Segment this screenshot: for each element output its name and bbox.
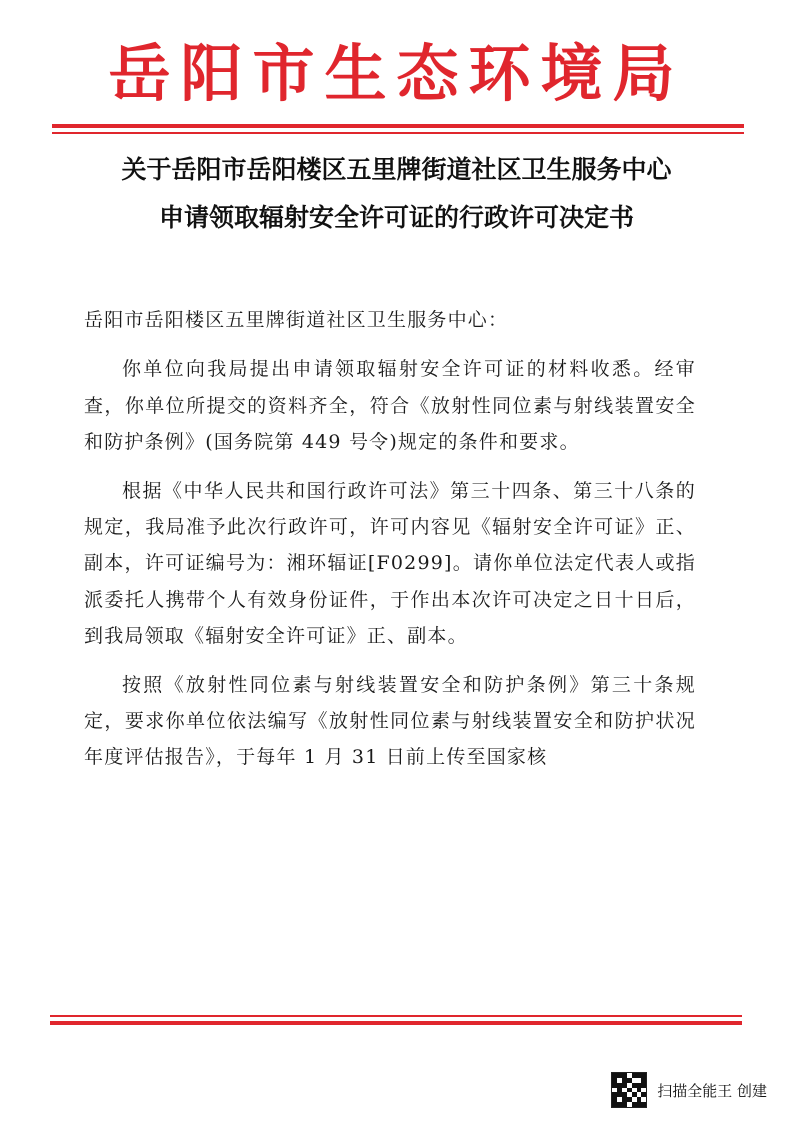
salutation: 岳阳市岳阳楼区五里牌街道社区卫生服务中心： [84,309,509,331]
paragraph-2: 根据《中华人民共和国行政许可法》第三十四条、第三十八条的规定，我局准予此次行政许可，许可内容见《辐射安全许可证》正、副本，许可证编号为：湘环辐证[F0299]。请你单位法定代表人或指派委托人携带个人有效身份证件，于作出本次许可决定之日十日后，到我局领取《辐射安全许可证》正、副本。 [84,479,696,648]
letterhead-org-name: 岳阳市生态环境局 [108,37,685,110]
document-title [40,146,753,242]
document-title-line-1: 关于岳阳市岳阳楼区五里牌街道社区卫生服务中心 [121,155,672,184]
letterhead-divider [52,124,744,134]
paragraph-1: 你单位向我局提出申请领取辐射安全许可证的材料收悉。经审查，你单位所提交的资料齐全，符合《放射性同位素与射线装置安全和防护条例》(国务院第 449 号令)规定的条件和要求。 [84,358,696,454]
document-title-line-2: 申请领取辐射安全许可证的行政许可决定书 [158,203,634,232]
document-body [84,302,696,788]
scanner-watermark [611,1072,767,1108]
qr-code-icon [611,1072,647,1108]
paragraph-3: 按照《放射性同位素与射线装置安全和防护条例》第三十条规定，要求你单位依法编写《放射性同位素与射线装置安全和防护状况年度评估报告》，于每年 1 月 31 日前上传至国家核 [84,673,696,769]
footer-divider [50,1015,742,1025]
watermark-text: 扫描全能王 创建 [657,1081,767,1100]
